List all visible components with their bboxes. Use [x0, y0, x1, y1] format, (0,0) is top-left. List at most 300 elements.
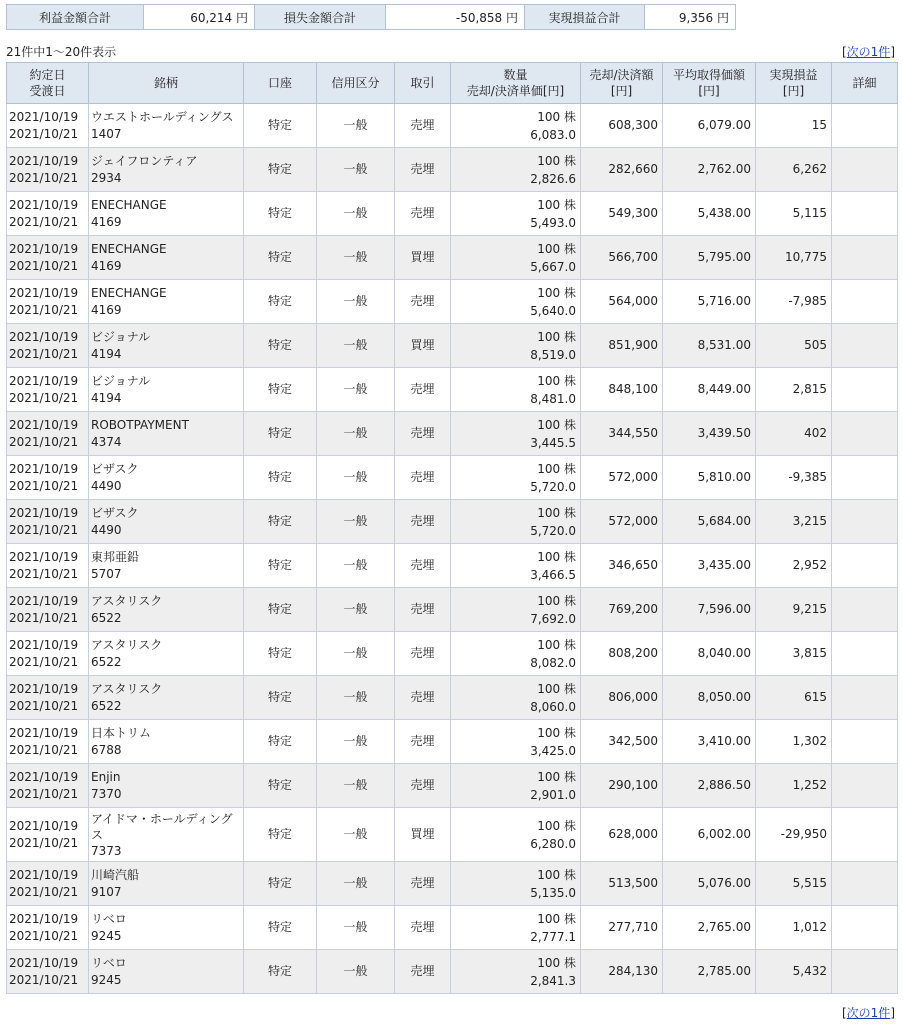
table-row — [7, 808, 898, 862]
account-cell: 特定 — [244, 544, 317, 588]
credit-cell: 一般 — [317, 588, 395, 632]
stock-name: アイドマ・ホールディングス — [91, 811, 233, 842]
settle-date: 2021/10/21 — [9, 742, 79, 757]
settle-date: 2021/10/21 — [9, 522, 79, 537]
stock-cell — [89, 236, 244, 280]
table-row — [7, 236, 898, 280]
unit-price: 5,135.0 — [530, 885, 576, 900]
account-cell: 特定 — [244, 950, 317, 994]
unit-price: 8,481.0 — [530, 391, 576, 406]
qty-cell — [451, 764, 581, 808]
avg-cost-cell: 5,810.00 — [663, 456, 756, 500]
stock-cell — [89, 764, 244, 808]
unit-price: 8,082.0 — [530, 655, 576, 670]
stock-code: 6522 — [91, 610, 122, 625]
stock-code: 9245 — [91, 928, 122, 943]
realized-total-value: 9,356 円 — [645, 5, 736, 30]
trade-date: 2021/10/19 — [9, 681, 79, 696]
detail-cell — [832, 280, 898, 324]
avg-cost-cell: 8,531.00 — [663, 324, 756, 368]
realized-pl-cell: 15 — [756, 104, 832, 148]
date-cell — [7, 808, 89, 862]
qty-cell — [451, 192, 581, 236]
date-cell — [7, 862, 89, 906]
trade-date: 2021/10/19 — [9, 867, 79, 882]
col-trade-header: 取引 — [395, 63, 451, 104]
unit-price: 8,519.0 — [530, 347, 576, 362]
date-cell — [7, 104, 89, 148]
quantity: 100 株 — [537, 241, 576, 256]
trade-type-cell: 売埋 — [395, 906, 451, 950]
realized-total-label: 実現損益合計 — [525, 5, 645, 30]
credit-cell: 一般 — [317, 632, 395, 676]
amount-cell: 806,000 — [581, 676, 663, 720]
account-cell: 特定 — [244, 808, 317, 862]
trade-type-cell: 売埋 — [395, 412, 451, 456]
unit-price: 3,445.5 — [530, 435, 576, 450]
stock-cell — [89, 280, 244, 324]
unit-price: 3,425.0 — [530, 743, 576, 758]
quantity: 100 株 — [537, 197, 576, 212]
realized-pl-cell: 402 — [756, 412, 832, 456]
stock-name: 東邦亜鉛 — [91, 549, 140, 564]
realized-pl-cell: 615 — [756, 676, 832, 720]
amount-cell: 513,500 — [581, 862, 663, 906]
header-row — [7, 63, 898, 104]
qty-cell — [451, 104, 581, 148]
qty-cell — [451, 412, 581, 456]
date-cell — [7, 720, 89, 764]
qty-cell — [451, 148, 581, 192]
qty-cell — [451, 808, 581, 862]
stock-name: アスタリスク — [91, 637, 163, 652]
result-count: 21件中1～20件表示 — [6, 45, 117, 59]
credit-cell: 一般 — [317, 412, 395, 456]
settle-date: 2021/10/21 — [9, 884, 79, 899]
stock-code: 4194 — [91, 346, 122, 361]
trade-type-cell: 売埋 — [395, 500, 451, 544]
qty-cell — [451, 676, 581, 720]
quantity: 100 株 — [537, 505, 576, 520]
detail-cell — [832, 676, 898, 720]
settle-date: 2021/10/21 — [9, 214, 79, 229]
credit-cell: 一般 — [317, 324, 395, 368]
quantity: 100 株 — [537, 637, 576, 652]
amount-cell: 808,200 — [581, 632, 663, 676]
settle-date: 2021/10/21 — [9, 478, 79, 493]
stock-code: 6522 — [91, 698, 122, 713]
trade-date: 2021/10/19 — [9, 593, 79, 608]
stock-code: 7370 — [91, 786, 122, 801]
settle-date: 2021/10/21 — [9, 972, 79, 987]
stock-name: リベロ — [91, 955, 127, 970]
amount-cell: 342,500 — [581, 720, 663, 764]
unit-price: 7,692.0 — [530, 611, 576, 626]
stock-name: ビザスク — [91, 505, 139, 520]
trade-type-cell: 売埋 — [395, 280, 451, 324]
table-row — [7, 324, 898, 368]
stock-name: ROBOTPAYMENT — [91, 417, 189, 432]
stock-cell — [89, 588, 244, 632]
col-date-header: 約定日 受渡日 — [7, 63, 89, 104]
realized-pl-cell: 1,252 — [756, 764, 832, 808]
bracket-open: [ — [841, 45, 847, 59]
stock-name: ビジョナル — [91, 373, 151, 388]
account-cell: 特定 — [244, 764, 317, 808]
amount-cell: 608,300 — [581, 104, 663, 148]
bracket-open: [ — [841, 1006, 847, 1020]
account-cell: 特定 — [244, 588, 317, 632]
qty-cell — [451, 324, 581, 368]
realized-pl-cell: 5,515 — [756, 862, 832, 906]
unit-price: 5,667.0 — [530, 259, 576, 274]
credit-cell: 一般 — [317, 148, 395, 192]
stock-cell — [89, 368, 244, 412]
date-cell — [7, 324, 89, 368]
detail-cell — [832, 104, 898, 148]
credit-cell: 一般 — [317, 500, 395, 544]
date-cell — [7, 456, 89, 500]
account-cell: 特定 — [244, 862, 317, 906]
qty-cell — [451, 544, 581, 588]
stock-name: ENECHANGE — [91, 285, 167, 300]
date-cell — [7, 368, 89, 412]
amount-cell: 344,550 — [581, 412, 663, 456]
summary-bar — [6, 4, 736, 30]
trade-date: 2021/10/19 — [9, 417, 79, 432]
date-cell — [7, 906, 89, 950]
amount-cell: 549,300 — [581, 192, 663, 236]
quantity: 100 株 — [537, 461, 576, 476]
credit-cell: 一般 — [317, 676, 395, 720]
amount-cell: 572,000 — [581, 500, 663, 544]
settle-date: 2021/10/21 — [9, 566, 79, 581]
realized-pl-cell: 1,302 — [756, 720, 832, 764]
amount-cell: 564,000 — [581, 280, 663, 324]
trade-type-cell: 売埋 — [395, 720, 451, 764]
table-row — [7, 280, 898, 324]
bracket-close: ] — [890, 45, 895, 59]
trade-date: 2021/10/19 — [9, 241, 79, 256]
pager-top — [842, 43, 895, 60]
stock-code: 4374 — [91, 434, 122, 449]
stock-code: 2934 — [91, 170, 122, 185]
stock-cell — [89, 192, 244, 236]
stock-name: ENECHANGE — [91, 197, 167, 212]
realized-pl-table — [6, 62, 898, 994]
stock-code: 5707 — [91, 566, 122, 581]
quantity: 100 株 — [537, 373, 576, 388]
table-row — [7, 676, 898, 720]
avg-cost-cell: 5,438.00 — [663, 192, 756, 236]
trade-type-cell: 売埋 — [395, 632, 451, 676]
quantity: 100 株 — [537, 725, 576, 740]
date-cell — [7, 544, 89, 588]
credit-cell: 一般 — [317, 104, 395, 148]
credit-cell: 一般 — [317, 950, 395, 994]
trade-type-cell: 売埋 — [395, 148, 451, 192]
account-cell: 特定 — [244, 368, 317, 412]
settle-date: 2021/10/21 — [9, 170, 79, 185]
trade-date: 2021/10/19 — [9, 505, 79, 520]
stock-name: ビジョナル — [91, 329, 151, 344]
quantity: 100 株 — [537, 417, 576, 432]
qty-cell — [451, 280, 581, 324]
account-cell: 特定 — [244, 906, 317, 950]
col-pl-header: 実現損益 [円] — [756, 63, 832, 104]
detail-cell — [832, 632, 898, 676]
date-cell — [7, 148, 89, 192]
next-page-link-top[interactable]: 次の1件 — [846, 45, 891, 59]
settle-date: 2021/10/21 — [9, 258, 79, 273]
trade-date: 2021/10/19 — [9, 197, 79, 212]
qty-cell — [451, 906, 581, 950]
stock-code: 4169 — [91, 302, 122, 317]
stock-cell — [89, 906, 244, 950]
stock-cell — [89, 104, 244, 148]
trade-date: 2021/10/19 — [9, 818, 79, 833]
detail-cell — [832, 862, 898, 906]
unit-price: 5,640.0 — [530, 303, 576, 318]
amount-cell: 572,000 — [581, 456, 663, 500]
pager-bottom — [842, 1004, 895, 1021]
amount-cell: 290,100 — [581, 764, 663, 808]
avg-cost-cell: 2,762.00 — [663, 148, 756, 192]
stock-name: アスタリスク — [91, 593, 163, 608]
settle-date: 2021/10/21 — [9, 434, 79, 449]
detail-cell — [832, 412, 898, 456]
detail-cell — [832, 588, 898, 632]
stock-code: 9245 — [91, 972, 122, 987]
unit-price: 2,826.6 — [530, 171, 576, 186]
detail-cell — [832, 456, 898, 500]
realized-pl-cell: 9,215 — [756, 588, 832, 632]
avg-cost-cell: 3,435.00 — [663, 544, 756, 588]
settle-date: 2021/10/21 — [9, 390, 79, 405]
realized-pl-cell: 6,262 — [756, 148, 832, 192]
col-detail-header: 詳細 — [832, 63, 898, 104]
date-cell — [7, 950, 89, 994]
qty-cell — [451, 862, 581, 906]
realized-pl-cell: 5,115 — [756, 192, 832, 236]
detail-cell — [832, 808, 898, 862]
credit-cell: 一般 — [317, 544, 395, 588]
avg-cost-cell: 6,079.00 — [663, 104, 756, 148]
trade-type-cell: 売埋 — [395, 950, 451, 994]
trade-type-cell: 売埋 — [395, 368, 451, 412]
quantity: 100 株 — [537, 329, 576, 344]
table-row — [7, 456, 898, 500]
col-name-header: 銘柄 — [89, 63, 244, 104]
settle-date: 2021/10/21 — [9, 126, 79, 141]
trade-date: 2021/10/19 — [9, 725, 79, 740]
stock-name: ENECHANGE — [91, 241, 167, 256]
unit-price: 2,841.3 — [530, 973, 576, 988]
trade-date: 2021/10/19 — [9, 549, 79, 564]
detail-cell — [832, 236, 898, 280]
trade-date: 2021/10/19 — [9, 329, 79, 344]
stock-cell — [89, 544, 244, 588]
avg-cost-cell: 3,410.00 — [663, 720, 756, 764]
credit-cell: 一般 — [317, 906, 395, 950]
table-row — [7, 104, 898, 148]
stock-cell — [89, 148, 244, 192]
trade-type-cell: 売埋 — [395, 192, 451, 236]
trade-date: 2021/10/19 — [9, 637, 79, 652]
profit-total-value: 60,214 円 — [144, 5, 255, 30]
amount-cell: 346,650 — [581, 544, 663, 588]
avg-cost-cell: 5,076.00 — [663, 862, 756, 906]
detail-cell — [832, 544, 898, 588]
table-row — [7, 906, 898, 950]
realized-pl-cell: -7,985 — [756, 280, 832, 324]
stock-code: 4490 — [91, 478, 122, 493]
col-credit-header: 信用区分 — [317, 63, 395, 104]
account-cell: 特定 — [244, 456, 317, 500]
avg-cost-cell: 8,449.00 — [663, 368, 756, 412]
qty-cell — [451, 236, 581, 280]
stock-cell — [89, 720, 244, 764]
stock-name: Enjin — [91, 769, 121, 784]
loss-total-value: -50,858 円 — [386, 5, 525, 30]
settle-date: 2021/10/21 — [9, 928, 79, 943]
qty-cell — [451, 720, 581, 764]
realized-pl-cell: 3,215 — [756, 500, 832, 544]
qty-cell — [451, 588, 581, 632]
table-row — [7, 764, 898, 808]
settle-date: 2021/10/21 — [9, 835, 79, 850]
trade-type-cell: 買埋 — [395, 236, 451, 280]
avg-cost-cell: 5,684.00 — [663, 500, 756, 544]
account-cell: 特定 — [244, 192, 317, 236]
trade-date: 2021/10/19 — [9, 285, 79, 300]
detail-cell — [832, 192, 898, 236]
table-row — [7, 720, 898, 764]
stock-cell — [89, 808, 244, 862]
unit-price: 8,060.0 — [530, 699, 576, 714]
trade-type-cell: 売埋 — [395, 862, 451, 906]
realized-pl-cell: 2,815 — [756, 368, 832, 412]
realized-pl-cell: 505 — [756, 324, 832, 368]
trade-type-cell: 売埋 — [395, 764, 451, 808]
settle-date: 2021/10/21 — [9, 610, 79, 625]
amount-cell: 282,660 — [581, 148, 663, 192]
stock-cell — [89, 676, 244, 720]
trade-date: 2021/10/19 — [9, 373, 79, 388]
quantity: 100 株 — [537, 109, 576, 124]
date-cell — [7, 280, 89, 324]
avg-cost-cell: 8,050.00 — [663, 676, 756, 720]
trade-date: 2021/10/19 — [9, 911, 79, 926]
stock-cell — [89, 632, 244, 676]
table-row — [7, 632, 898, 676]
unit-price: 2,777.1 — [530, 929, 576, 944]
amount-cell: 566,700 — [581, 236, 663, 280]
stock-cell — [89, 412, 244, 456]
detail-cell — [832, 950, 898, 994]
qty-cell — [451, 368, 581, 412]
stock-cell — [89, 950, 244, 994]
table-row — [7, 148, 898, 192]
trade-type-cell: 売埋 — [395, 588, 451, 632]
trade-date: 2021/10/19 — [9, 955, 79, 970]
trade-date: 2021/10/19 — [9, 461, 79, 476]
avg-cost-cell: 5,795.00 — [663, 236, 756, 280]
quantity: 100 株 — [537, 549, 576, 564]
credit-cell: 一般 — [317, 862, 395, 906]
unit-price: 6,280.0 — [530, 836, 576, 851]
stock-name: 日本トリム — [91, 725, 152, 740]
credit-cell: 一般 — [317, 192, 395, 236]
detail-cell — [832, 720, 898, 764]
stock-code: 4169 — [91, 258, 122, 273]
settle-date: 2021/10/21 — [9, 698, 79, 713]
amount-cell: 277,710 — [581, 906, 663, 950]
account-cell: 特定 — [244, 720, 317, 764]
account-cell: 特定 — [244, 324, 317, 368]
account-cell: 特定 — [244, 676, 317, 720]
account-cell: 特定 — [244, 280, 317, 324]
trade-type-cell: 買埋 — [395, 324, 451, 368]
next-page-link-bottom[interactable]: 次の1件 — [846, 1006, 891, 1020]
avg-cost-cell: 6,002.00 — [663, 808, 756, 862]
realized-pl-cell: 2,952 — [756, 544, 832, 588]
unit-price: 5,493.0 — [530, 215, 576, 230]
quantity: 100 株 — [537, 593, 576, 608]
amount-cell: 628,000 — [581, 808, 663, 862]
detail-cell — [832, 906, 898, 950]
avg-cost-cell: 2,785.00 — [663, 950, 756, 994]
table-row — [7, 368, 898, 412]
settle-date: 2021/10/21 — [9, 302, 79, 317]
quantity: 100 株 — [537, 285, 576, 300]
stock-code: 7373 — [91, 843, 122, 858]
account-cell: 特定 — [244, 104, 317, 148]
bracket-close: ] — [890, 1006, 895, 1020]
date-cell — [7, 676, 89, 720]
table-row — [7, 500, 898, 544]
date-cell — [7, 764, 89, 808]
credit-cell: 一般 — [317, 720, 395, 764]
credit-cell: 一般 — [317, 808, 395, 862]
trade-type-cell: 売埋 — [395, 104, 451, 148]
settle-date: 2021/10/21 — [9, 654, 79, 669]
trade-date: 2021/10/19 — [9, 109, 79, 124]
stock-cell — [89, 862, 244, 906]
trade-type-cell: 買埋 — [395, 808, 451, 862]
trade-date: 2021/10/19 — [9, 769, 79, 784]
qty-cell — [451, 500, 581, 544]
credit-cell: 一般 — [317, 764, 395, 808]
stock-code: 4194 — [91, 390, 122, 405]
date-cell — [7, 192, 89, 236]
realized-pl-cell: -9,385 — [756, 456, 832, 500]
trade-type-cell: 売埋 — [395, 676, 451, 720]
loss-total-label: 損失金額合計 — [255, 5, 386, 30]
qty-cell — [451, 632, 581, 676]
quantity: 100 株 — [537, 769, 576, 784]
date-cell — [7, 632, 89, 676]
account-cell: 特定 — [244, 412, 317, 456]
table-row — [7, 588, 898, 632]
profit-total-label: 利益金額合計 — [7, 5, 144, 30]
quantity: 100 株 — [537, 867, 576, 882]
unit-price: 5,720.0 — [530, 479, 576, 494]
detail-cell — [832, 324, 898, 368]
stock-name: ジェイフロンティア — [91, 153, 198, 168]
col-amount-header: 売却/決済額 [円] — [581, 63, 663, 104]
unit-price: 6,083.0 — [530, 127, 576, 142]
